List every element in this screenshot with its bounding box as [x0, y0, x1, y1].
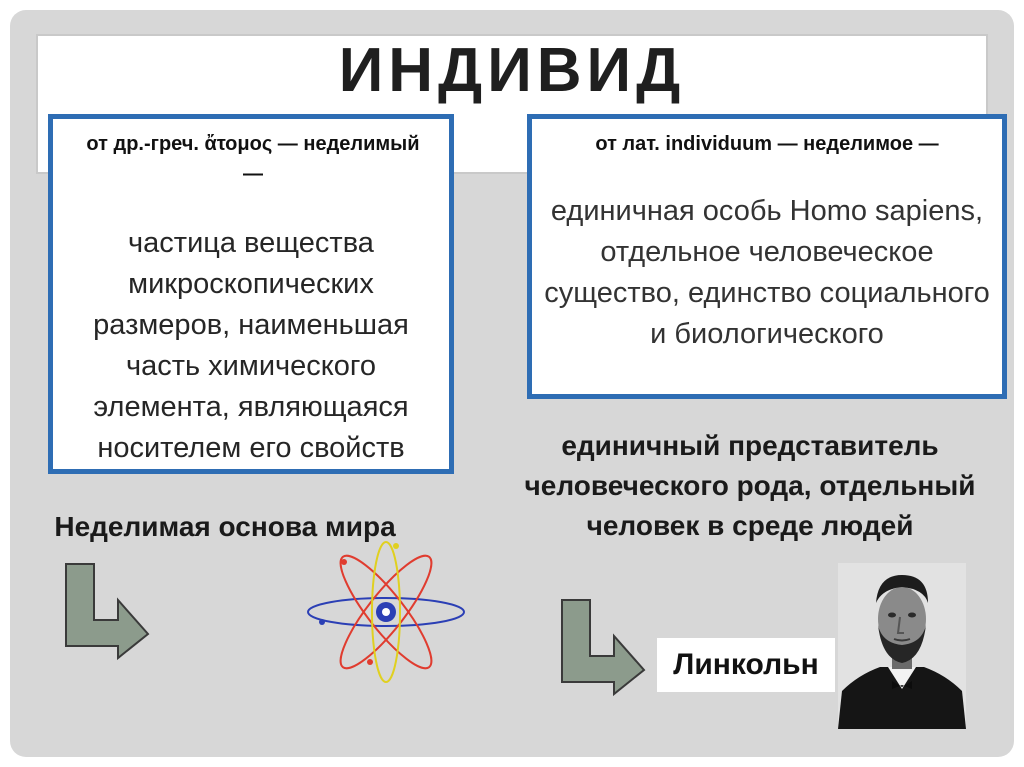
definition-greek: частица вещества микроскопических размеров, наименьшая часть химического элемента, являющаяся носителем его свойств [93, 227, 409, 464]
definition-box-greek [48, 114, 454, 474]
lincoln-portrait [838, 563, 966, 729]
name-label-lincoln: Линкольн [657, 638, 835, 692]
atom-icon [300, 540, 472, 692]
caption-indivisible-basis: Неделимая основа мира [54, 511, 396, 542]
slide-title: ИНДИВИД [338, 36, 686, 105]
bent-arrow-icon [558, 598, 648, 698]
origin-latin: от лат. individuum — неделимое — [595, 133, 939, 155]
bent-arrow-icon [62, 562, 152, 662]
definition-box-latin [527, 114, 1007, 399]
definition-latin: единичная особь Homo sapiens, отдельное человеческое существо, единство социального и биологического [544, 195, 990, 350]
origin-greek: от др.-греч. ἄτομος — неделимый — [86, 133, 420, 185]
caption-single-representative: единичный представитель человеческого рода, отдельный человек в среде людей [524, 430, 976, 541]
